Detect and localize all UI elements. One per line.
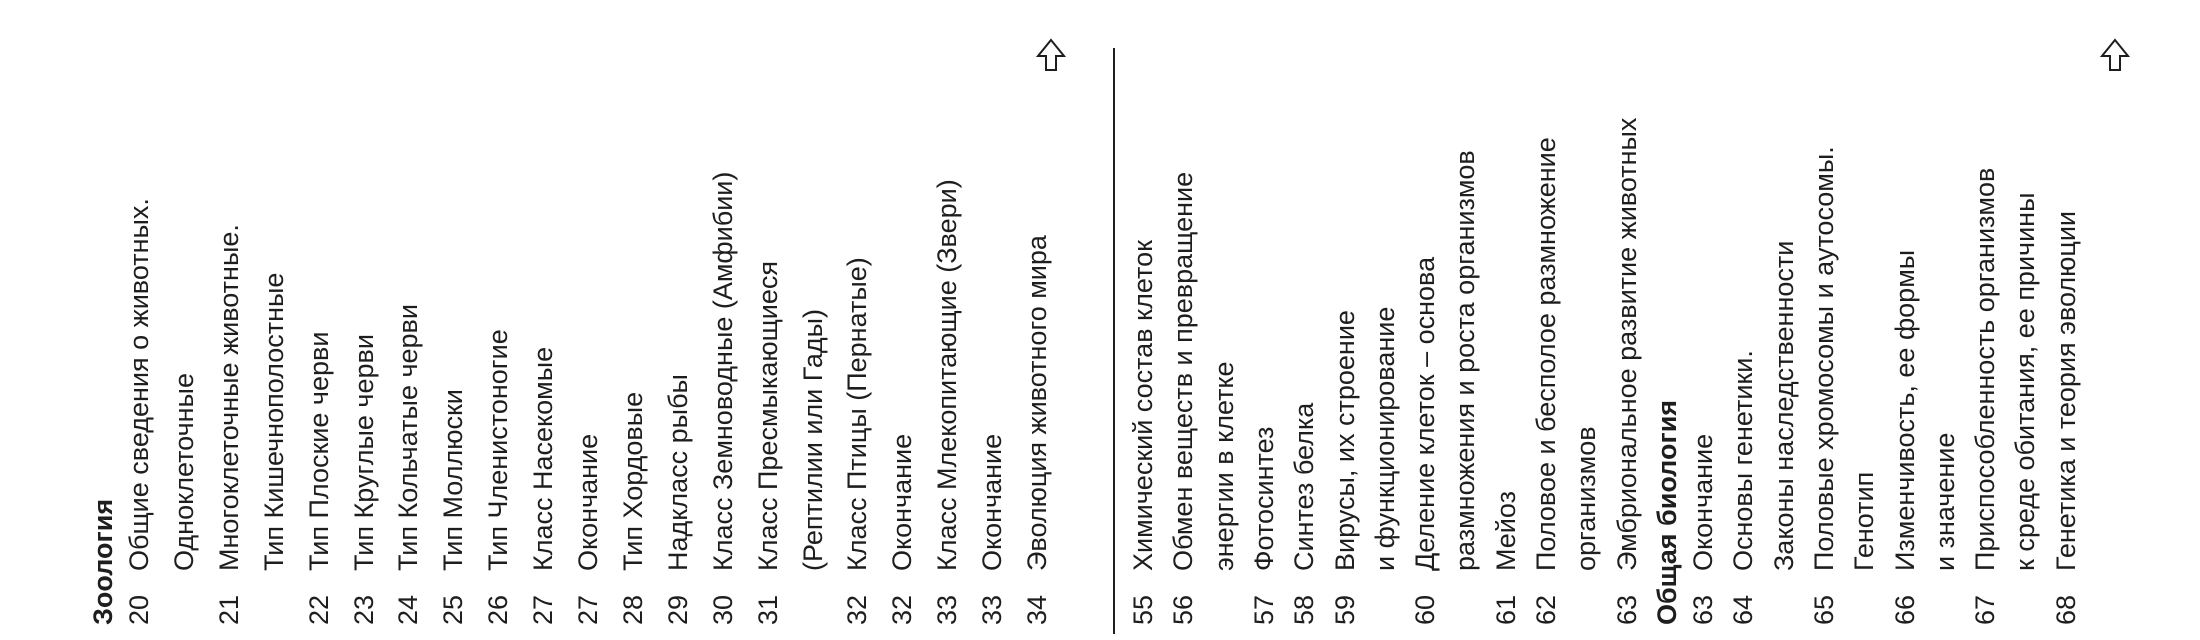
entry-title: Мейоз (1490, 491, 1521, 571)
contents-entry[interactable] (663, 374, 694, 625)
contents-entry[interactable] (393, 304, 424, 625)
contents-entry[interactable] (1849, 472, 1880, 625)
entry-title: Общие сведения о животных. (124, 198, 154, 571)
entry-title: Надкласс рыбы (662, 374, 693, 571)
page-number: 64 (1728, 594, 1759, 625)
entry-title: Многоклеточные животные. (213, 224, 244, 571)
up-arrow-outline-icon[interactable] (2100, 38, 2130, 72)
page-number: 56 (1168, 594, 1199, 625)
contents-entry[interactable] (1612, 118, 1643, 625)
entry-title: Окончание (1688, 433, 1718, 571)
page-number: 34 (1022, 594, 1052, 625)
page-number: 63 (1611, 594, 1642, 625)
contents-entry[interactable] (1531, 137, 1562, 625)
entry-title: Вирусы, их строение (1329, 310, 1360, 571)
contents-entry[interactable] (618, 392, 649, 625)
contents-entry[interactable] (1410, 257, 1441, 625)
entry-title: Эволюция животного мира (1022, 235, 1052, 571)
entry-title: Генетика и теория эволюции (2050, 210, 2081, 571)
contents-entry[interactable] (2010, 192, 2041, 625)
contents-entry[interactable] (573, 434, 604, 625)
page-number: 63 (1688, 594, 1718, 625)
contents-entry[interactable] (1249, 427, 1280, 625)
page-number: 27 (528, 594, 559, 625)
page-number: 68 (2050, 594, 2081, 625)
page-number: 22 (303, 594, 334, 625)
entry-title: Приспособленность организмов (1970, 167, 2001, 571)
page-number: 26 (483, 594, 514, 625)
page-number: 59 (1329, 594, 1360, 625)
entry-title: Обмен веществ и превращение (1168, 171, 1199, 571)
contents-entry[interactable] (977, 434, 1008, 625)
entry-title: к среде обитания, ее причины (2010, 192, 2041, 571)
up-arrow-outline-icon[interactable] (1036, 38, 1066, 72)
entry-title: Тип Хордовые (617, 391, 648, 571)
entry-title: Класс Птицы (Пернатые) (842, 257, 873, 571)
entry-title: Тип Моллюски (438, 389, 469, 571)
entry-title: Генотип (1849, 471, 1880, 571)
page-number: 28 (617, 594, 648, 625)
contents-entry[interactable] (842, 257, 873, 625)
page-number: 33 (932, 594, 963, 625)
entry-title: организмов (1571, 426, 1602, 571)
entry-title: Изменчивость, ее формы (1889, 249, 1920, 571)
contents-entry[interactable] (1450, 150, 1481, 625)
entry-title: и значение (1929, 432, 1960, 571)
heading-general-biology: Общая биология (1652, 399, 1682, 625)
page-number: 25 (438, 594, 469, 625)
contents-entry[interactable] (1769, 241, 1800, 625)
page-number: 21 (213, 594, 244, 625)
heading-zoology: Зоология (88, 498, 118, 625)
entry-title: Деление клеток – основа (1410, 256, 1441, 571)
page-number: 27 (573, 594, 603, 625)
entry-title: Половое и бесполое размножение (1531, 137, 1561, 571)
page-number: 61 (1490, 594, 1521, 625)
contents-entry[interactable] (1890, 250, 1921, 625)
entry-title: Класс Земноводные (Амфибии) (707, 171, 738, 571)
contents-entry[interactable] (1930, 433, 1961, 625)
entry-title: Фотосинтез (1248, 426, 1279, 571)
contents-entry[interactable] (483, 329, 514, 625)
entry-title: Класс Насекомые (528, 346, 559, 571)
page-number: 60 (1410, 594, 1441, 625)
entry-title: Тип Членистоногие (483, 329, 514, 571)
entry-title: Законы наследственности (1768, 240, 1799, 571)
entry-title: Половые хромосомы и аутосомы. (1808, 146, 1839, 571)
entry-title: Окончание (887, 433, 918, 571)
contents-entry[interactable] (304, 332, 335, 625)
page-number: 24 (393, 594, 424, 625)
contents-entry[interactable] (932, 179, 963, 625)
contents-entry[interactable] (1370, 307, 1401, 625)
page-number: 62 (1531, 594, 1561, 625)
entry-title: Тип Плоские черви (303, 331, 334, 571)
page-number: 32 (887, 594, 918, 625)
entry-title: энергии в клетке (1208, 361, 1239, 571)
contents-entry[interactable] (1022, 235, 1053, 625)
contents-entry[interactable] (1571, 426, 1602, 625)
page-number: 20 (124, 594, 154, 625)
page-number: 31 (752, 594, 783, 625)
contents-entry[interactable] (887, 434, 918, 625)
contents-entry[interactable] (259, 273, 290, 625)
contents-entry[interactable] (2051, 211, 2082, 625)
contents-entry[interactable] (1809, 146, 1840, 625)
contents-entry[interactable] (1491, 491, 1522, 625)
entry-title: и функционирование (1369, 306, 1400, 571)
entry-title: Химический состав клеток (1128, 240, 1158, 571)
contents-entry[interactable] (1728, 350, 1759, 625)
page-number: 30 (707, 594, 738, 625)
entry-title: Класс Млекопитающие (Звери) (932, 179, 963, 571)
contents-entry[interactable] (124, 198, 155, 625)
entry-title: (Рептилии или Гады) (797, 308, 828, 571)
entry-title: Окончание (573, 433, 603, 571)
contents-entry[interactable] (1289, 403, 1320, 625)
contents-entry[interactable] (1168, 172, 1199, 625)
page-number: 66 (1889, 594, 1920, 625)
contents-entry[interactable] (438, 389, 469, 625)
entry-title: Основы генетики. (1728, 350, 1759, 571)
column-divider (1113, 48, 1115, 634)
contents-entry[interactable] (1209, 361, 1240, 625)
contents-entry[interactable] (1688, 434, 1719, 625)
entry-title: Тип Кольчатые черви (393, 304, 424, 571)
entry-title: Окончание (977, 433, 1008, 571)
page-number: 58 (1289, 594, 1320, 625)
contents-entry[interactable] (753, 261, 784, 625)
entry-title: Класс Пресмыкающиеся (752, 260, 783, 571)
page-number: 33 (977, 594, 1008, 625)
contents-entry[interactable] (528, 347, 559, 625)
entry-title: Синтез белка (1289, 402, 1320, 571)
page-number: 57 (1248, 594, 1279, 625)
page-number: 67 (1970, 594, 2001, 625)
contents-entry[interactable] (1128, 240, 1159, 625)
contents-entry[interactable] (214, 224, 245, 625)
contents-entry[interactable] (1330, 310, 1361, 625)
contents-entry[interactable] (349, 334, 380, 625)
entry-title: размножения и роста организмов (1450, 150, 1481, 571)
page-number: 29 (662, 594, 693, 625)
entry-title: Тип Круглые черви (348, 334, 379, 571)
page-number: 23 (348, 594, 379, 625)
page-number: 65 (1808, 594, 1839, 625)
contents-entry[interactable] (1970, 168, 2001, 625)
entry-title: Тип Кишечнополостные (258, 272, 289, 571)
page-number: 32 (842, 594, 873, 625)
entry-title: Одноклеточные (168, 373, 199, 571)
contents-entry[interactable] (798, 309, 829, 625)
contents-entry[interactable] (169, 373, 200, 625)
page-number: 55 (1128, 594, 1158, 625)
entry-title: Эмбриональное развитие животных (1611, 117, 1642, 571)
contents-entry[interactable] (708, 172, 739, 625)
